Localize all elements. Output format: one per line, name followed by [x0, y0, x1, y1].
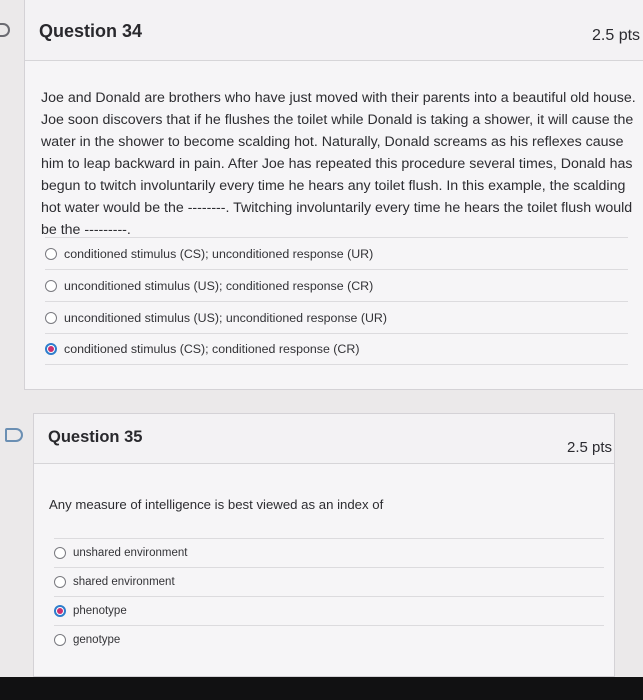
radio-button[interactable] [45, 280, 57, 292]
radio-button[interactable] [45, 248, 57, 260]
question-title: Question 34 [39, 21, 143, 41]
answer-label: unshared environment [73, 547, 188, 559]
answer-option[interactable] [45, 333, 628, 365]
answer-option[interactable] [54, 596, 604, 625]
answer-option[interactable] [54, 625, 604, 654]
bookmark-icon[interactable] [0, 23, 10, 37]
question-text: Any measure of intelligence is best viewed as an index of [49, 497, 384, 512]
radio-button[interactable] [54, 576, 66, 588]
answer-list [54, 538, 604, 654]
radio-button[interactable] [45, 343, 57, 355]
question-34-header [25, 0, 643, 61]
answer-label: unconditioned stimulus (US); conditioned response (CR) [64, 278, 374, 293]
question-points: 2.5 pts [592, 27, 641, 44]
answer-list [45, 237, 628, 369]
radio-button[interactable] [54, 547, 66, 559]
answer-option[interactable] [54, 567, 604, 596]
answer-option[interactable] [54, 538, 604, 567]
radio-button[interactable] [45, 312, 57, 324]
answer-label: genotype [73, 634, 121, 646]
radio-button[interactable] [54, 634, 66, 646]
question-title: Question 35 [48, 428, 143, 446]
answer-option[interactable] [45, 301, 628, 333]
answer-label: unconditioned stimulus (US); unconditioned response (UR) [64, 310, 388, 325]
answer-label: phenotype [73, 605, 127, 617]
question-35-header [34, 414, 614, 464]
bookmark-icon[interactable] [5, 428, 23, 442]
answer-label: conditioned stimulus (CS); unconditioned response (UR) [64, 246, 374, 261]
question-35-card [33, 413, 615, 677]
screen-bottom-edge [0, 677, 643, 700]
answer-option[interactable] [45, 269, 628, 301]
radio-button[interactable] [54, 605, 66, 617]
question-text: Joe and Donald are brothers who have just moved with their parents into a beautiful old house. Joe soon discovers that if he flushes the toilet while Donald is taking a shower, it will cause the water in the shower to become scalding hot. Naturally, Donald screams as his reflexes cause him to leap backward in pain. After Joe has repeated this procedure several times, Donald has begun to twitch involuntarily every time he hears any toilet flush. In this example, the scalding hot water would be the --------. Twitching involuntarily every time he hears the toilet flush would be the ---------. [41, 90, 636, 238]
answer-label: shared environment [73, 576, 175, 588]
answer-option[interactable] [45, 237, 628, 269]
answer-label: conditioned stimulus (CS); conditioned response (CR) [64, 342, 360, 356]
question-points: 2.5 pts [567, 439, 613, 456]
question-34-card [24, 0, 643, 390]
